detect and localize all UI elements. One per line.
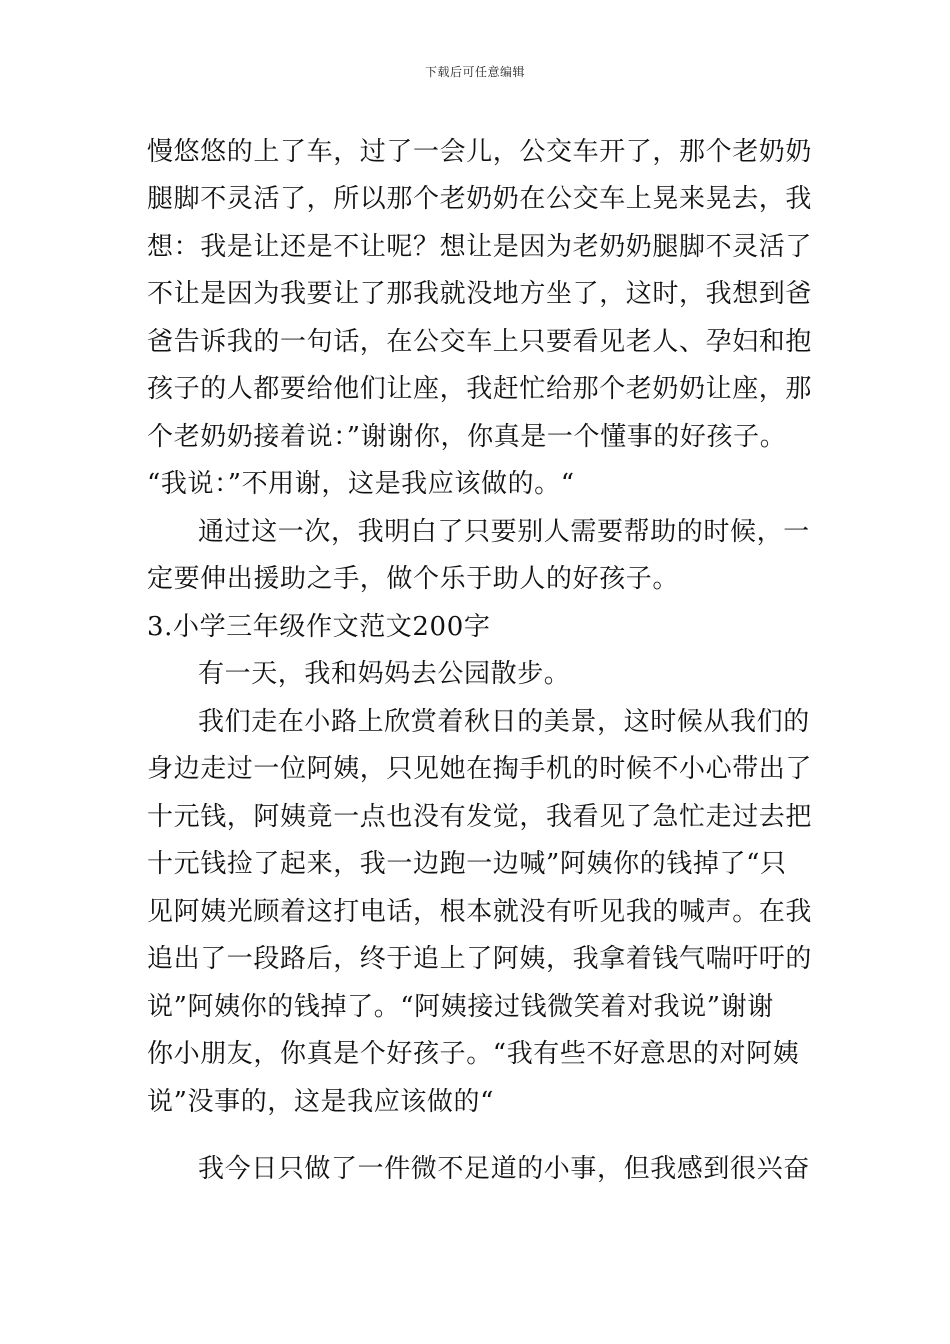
paragraph-start-line: 我今日只做了一件微不足道的小事，但我感到很兴奋 bbox=[198, 1154, 810, 1184]
text-line: 不让是因为我要让了那我就没地方坐了，这时，我想到爸 bbox=[147, 279, 813, 309]
paragraph-start-line: 有一天，我和妈妈去公园散步。 bbox=[198, 659, 571, 689]
text-line: 你小朋友，你真是个好孩子。“我有些不好意思的对阿姨 bbox=[147, 1039, 800, 1069]
text-line: 十元钱，阿姨竟一点也没有发觉，我看见了急忙走过去把 bbox=[147, 802, 813, 832]
text-line: 说”没事的，这是我应该做的“ bbox=[147, 1087, 494, 1117]
paragraph-start-line: 我们走在小路上欣赏着秋日的美景，这时候从我们的 bbox=[198, 707, 810, 737]
text-line: 定要伸出援助之手，做个乐于助人的好孩子。 bbox=[147, 564, 680, 594]
text-line: 孩子的人都要给他们让座，我赶忙给那个老奶奶让座，那 bbox=[147, 374, 813, 404]
text-line: 想：我是让还是不让呢？想让是因为老奶奶腿脚不灵活了 bbox=[147, 232, 813, 262]
text-line: 腿脚不灵活了，所以那个老奶奶在公交车上晃来晃去，我 bbox=[147, 184, 813, 214]
text-line: “我说：”不用谢，这是我应该做的。“ bbox=[147, 469, 575, 499]
text-line: 身边走过一位阿姨，只见她在掏手机的时候不小心带出了 bbox=[147, 754, 813, 784]
section-heading: 3.小学三年级作文范文200字 bbox=[147, 612, 491, 642]
page-header: 下载后可任意编辑 bbox=[424, 65, 525, 79]
text-line: 慢悠悠的上了车，过了一会儿，公交车开了，那个老奶奶 bbox=[147, 137, 813, 167]
text-line: 个老奶奶接着说：”谢谢你，你真是一个懂事的好孩子。 bbox=[147, 422, 787, 452]
text-line: 说”阿姨你的钱掉了。“阿姨接过钱微笑着对我说”谢谢 bbox=[147, 992, 774, 1022]
text-line: 十元钱捡了起来，我一边跑一边喊”阿姨你的钱掉了“只 bbox=[147, 849, 787, 879]
paragraph-start-line: 通过这一次，我明白了只要别人需要帮助的时候，一 bbox=[198, 517, 810, 547]
text-line: 追出了一段路后，终于追上了阿姨，我拿着钱气喘吁吁的 bbox=[147, 944, 813, 974]
text-line: 见阿姨光顾着这打电话，根本就没有听见我的喊声。在我 bbox=[147, 897, 813, 927]
text-line: 爸告诉我的一句话，在公交车上只要看见老人、孕妇和抱 bbox=[147, 327, 813, 357]
